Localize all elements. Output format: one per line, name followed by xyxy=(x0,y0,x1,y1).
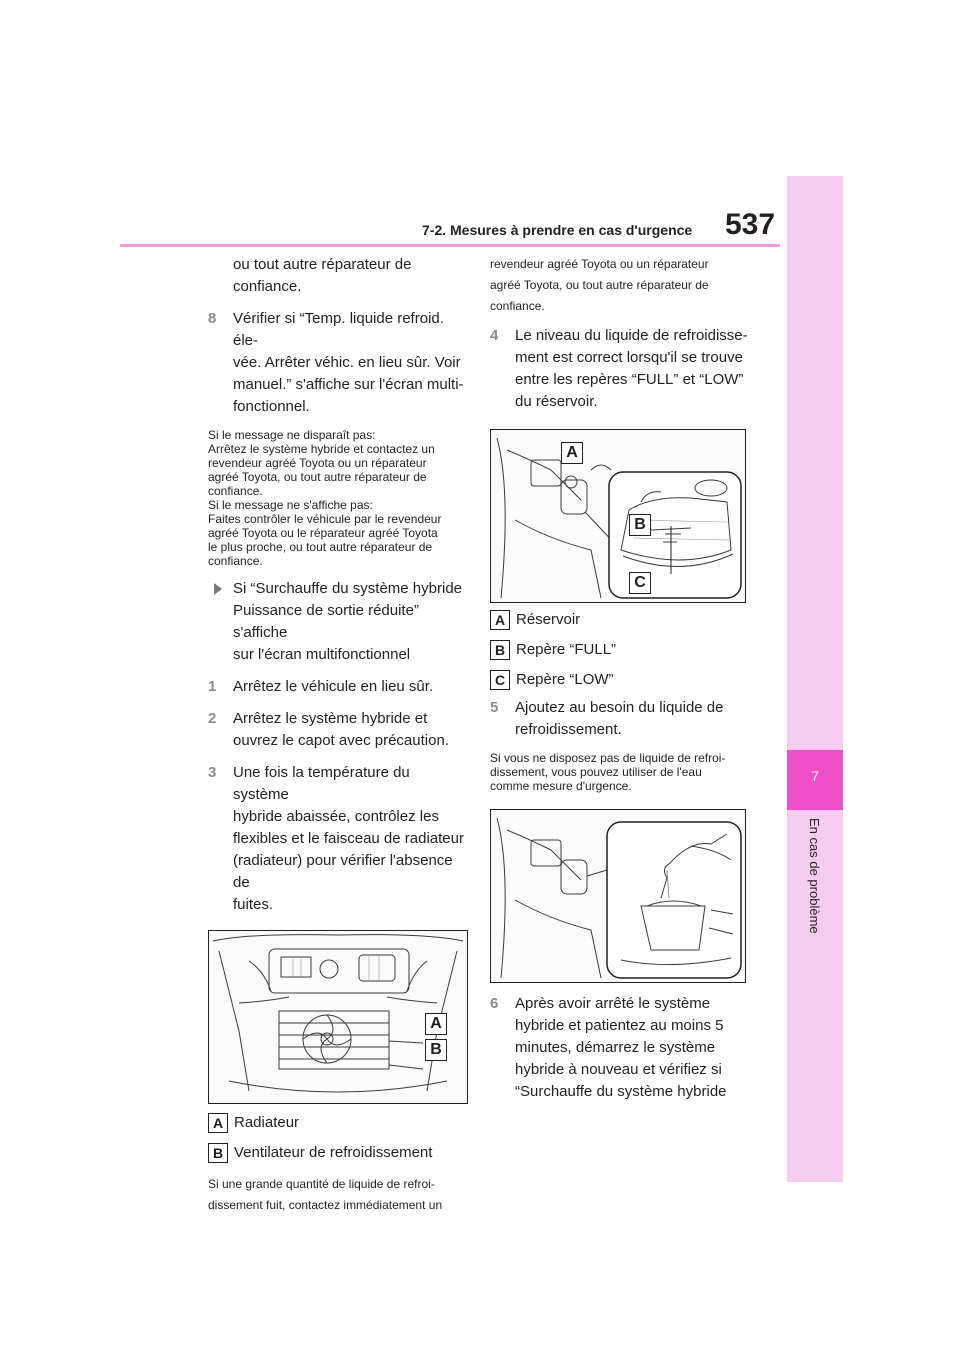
text-line: Une fois la température du système xyxy=(233,764,410,803)
step-number: 5 xyxy=(490,699,499,716)
text-line: Si le message ne s'affiche pas: xyxy=(208,498,373,512)
reservoir-illustration xyxy=(491,430,745,602)
text-line: Vérifier si “Temp. liquide refroid. éle- xyxy=(233,310,444,349)
text-line: sur l'écran multifonctionnel xyxy=(233,646,411,663)
legend-text: Repère “FULL” xyxy=(516,641,617,658)
text-line: Puissance de sortie réduite” s'affiche xyxy=(233,602,419,641)
legend-text: Radiateur xyxy=(234,1114,300,1131)
step-8 xyxy=(208,308,468,418)
add-coolant-figure xyxy=(490,809,746,983)
text-line: confiance. xyxy=(208,554,263,568)
continued-text xyxy=(208,254,468,298)
chapter-title: En cas de problème xyxy=(807,818,822,934)
chapter-number: 7 xyxy=(811,768,819,784)
text-line: “Surchauffe du système hybride xyxy=(515,1083,727,1100)
right-column xyxy=(490,254,762,1103)
text-line: agréé Toyota ou le réparateur agréé Toyota xyxy=(208,526,438,540)
text-line: minutes, démarrez le système xyxy=(515,1039,716,1056)
header-rule xyxy=(120,244,780,247)
step-number: 6 xyxy=(490,995,499,1012)
text-line: flexibles et le faisceau de radiateur xyxy=(233,830,464,847)
text-line: ment est correct lorsqu'il se trouve xyxy=(515,349,743,366)
condition-bullet xyxy=(208,578,468,666)
text-line: Le niveau du liquide de refroidisse- xyxy=(515,327,748,344)
chapter-side-tab xyxy=(787,176,843,1182)
text-line: Si “Surchauffe du système hybride xyxy=(233,580,463,597)
text-line: confiance. xyxy=(233,278,302,295)
note-water xyxy=(490,751,762,793)
legend-low-mark xyxy=(490,669,762,691)
note-leak-continued xyxy=(490,254,762,317)
legend-text: Repère “LOW” xyxy=(516,671,614,688)
reservoir-level-figure xyxy=(490,429,746,603)
section-title: 7-2. Mesures à prendre en cas d'urgence xyxy=(422,222,693,238)
chapter-title-vertical xyxy=(790,818,838,998)
step-number: 8 xyxy=(208,310,217,327)
left-column xyxy=(208,254,468,1216)
legend-text: Ventilateur de refroidissement xyxy=(234,1144,433,1161)
text-line: (radiateur) pour vérifier l'absence de xyxy=(233,852,453,891)
legend-badge-b: B xyxy=(208,1143,228,1163)
text-line: Si une grande quantité de liquide de refroi- xyxy=(208,1177,435,1191)
legend-badge-a: A xyxy=(490,610,510,630)
step-4 xyxy=(490,325,762,413)
legend-reservoir xyxy=(490,609,762,631)
text-line: Arrêtez le système hybride et xyxy=(233,710,428,727)
text-line: confiance. xyxy=(208,484,263,498)
figure-label-a: A xyxy=(425,1013,447,1035)
text-line: hybride et patientez au moins 5 xyxy=(515,1017,724,1034)
text-line: ou tout autre réparateur de xyxy=(233,256,412,273)
legend-badge-b: B xyxy=(490,640,510,660)
text-line: Si vous ne disposez pas de liquide de refroi- xyxy=(490,751,726,765)
step-number: 1 xyxy=(208,678,217,695)
step-number: 3 xyxy=(208,764,217,781)
triangle-bullet-icon xyxy=(214,583,222,595)
text-line: Arrêtez le système hybride et contactez un xyxy=(208,442,435,456)
engine-bay-radiator-figure xyxy=(208,930,468,1104)
text-line: hybride abaissée, contrôlez les xyxy=(233,808,439,825)
figure-label-c: C xyxy=(629,572,651,594)
note-leak xyxy=(208,1174,468,1216)
figure-label-b: B xyxy=(425,1039,447,1061)
text-line: vée. Arrêter véhic. en lieu sûr. Voir xyxy=(233,354,461,371)
text-line: revendeur agréé Toyota ou un réparateur xyxy=(490,257,709,271)
step-2 xyxy=(208,708,468,752)
text-line: Après avoir arrêté le système xyxy=(515,995,711,1012)
step-3 xyxy=(208,762,468,916)
legend-full-mark xyxy=(490,639,762,661)
step-1 xyxy=(208,676,468,698)
text-line: agréé Toyota, ou tout autre réparateur de xyxy=(208,470,427,484)
text-line: Si le message ne disparaît pas: xyxy=(208,428,376,442)
text-line: dissement, vous pouvez utiliser de l'eau xyxy=(490,765,702,779)
figure-label-a: A xyxy=(561,442,583,464)
text-line: dissement fuit, contactez immédiatement un xyxy=(208,1198,443,1212)
step-5 xyxy=(490,697,762,741)
text-line: entre les repères “FULL” et “LOW” xyxy=(515,371,744,388)
text-line: le plus proche, ou tout autre réparateur de xyxy=(208,540,433,554)
text-line: du réservoir. xyxy=(515,393,598,410)
text-line: fonctionnel. xyxy=(233,398,310,415)
text-line: Arrêtez le véhicule en lieu sûr. xyxy=(233,678,434,695)
text-line: agréé Toyota, ou tout autre réparateur de xyxy=(490,278,709,292)
step-6 xyxy=(490,993,762,1103)
pouring-coolant-illustration xyxy=(491,810,745,982)
figure-label-b: B xyxy=(629,514,651,536)
text-line: Ajoutez au besoin du liquide de xyxy=(515,699,724,716)
text-line: manuel.” s'affiche sur l'écran multi- xyxy=(233,376,464,393)
page-number: 537 xyxy=(725,208,776,241)
step-number: 4 xyxy=(490,327,499,344)
text-line: Faites contrôler le véhicule par le revendeur xyxy=(208,512,442,526)
text-line: hybride à nouveau et vérifiez si xyxy=(515,1061,722,1078)
text-line: comme mesure d'urgence. xyxy=(490,779,632,793)
legend-badge-a: A xyxy=(208,1113,228,1133)
legend-badge-c: C xyxy=(490,670,510,690)
text-line: ouvrez le capot avec précaution. xyxy=(233,732,449,749)
text-line: fuites. xyxy=(233,896,274,913)
legend-cooling-fan xyxy=(208,1142,468,1164)
text-line: revendeur agréé Toyota ou un réparateur xyxy=(208,456,427,470)
legend-text: Réservoir xyxy=(516,611,581,628)
text-line: refroidissement. xyxy=(515,721,622,738)
legend-radiator xyxy=(208,1112,468,1134)
text-line: confiance. xyxy=(490,299,545,313)
step-number: 2 xyxy=(208,710,217,727)
note-message xyxy=(208,428,468,568)
